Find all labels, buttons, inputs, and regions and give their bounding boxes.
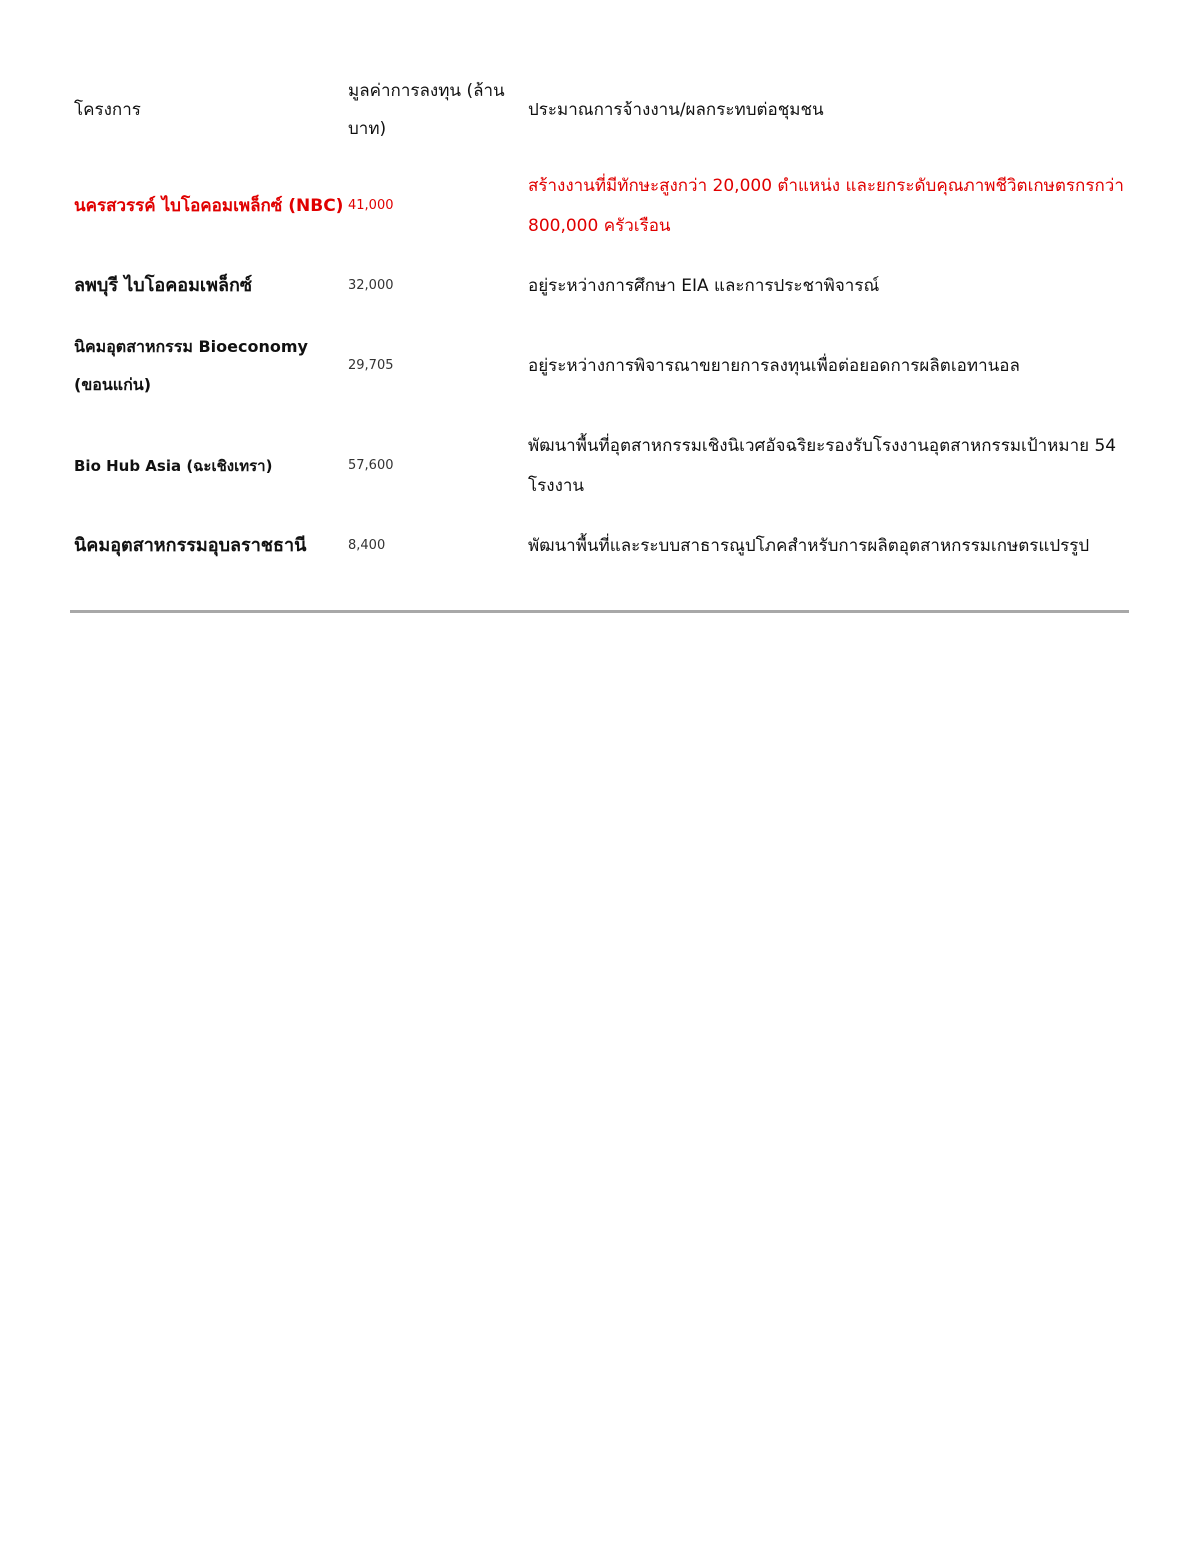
row-2-project: ลพบุรี ไบโอคอมเพล็กซ์: [74, 275, 253, 296]
header-investment: มูลค่าการลงทุน (ล้านบาท): [348, 81, 505, 139]
header-project: โครงการ: [74, 100, 141, 120]
row-2-impact: อยู่ระหว่างการศึกษา EIA และการประชาพิจารณ์: [528, 276, 880, 296]
row-4-impact: พัฒนาพื้นที่อุตสาหกรรมเชิงนิเวศอัจฉริยะรองรับโรงงานอุตสาหกรรมเป้าหมาย 54 โรงงาน: [528, 436, 1117, 496]
row-3-investment: 29,705: [348, 358, 394, 373]
row-5-project: นิคมอุตสาหกรรมอุบลราชธานี: [74, 535, 307, 556]
row-5-investment: 8,400: [348, 538, 386, 553]
row-1-investment: 41,000: [348, 198, 394, 213]
row-2-investment: 32,000: [348, 278, 394, 293]
header-impact: ประมาณการจ้างงาน/ผลกระทบต่อชุมชน: [528, 100, 824, 120]
investment-table: [74, 78, 1126, 586]
row-3-impact: อยู่ระหว่างการพิจารณาขยายการลงทุนเพื่อต่อยอดการผลิตเอทานอล: [528, 356, 1020, 376]
row-4-investment: 57,600: [348, 458, 394, 473]
table-bottom-rule: [70, 610, 1129, 613]
row-1-project: นครสวรรค์ ไบโอคอมเพล็กซ์ (NBC): [74, 196, 344, 216]
row-4-project: Bio Hub Asia (ฉะเชิงเทรา): [74, 457, 273, 475]
row-5-impact: พัฒนาพื้นที่และระบบสาธารณูปโภคสำหรับการผลิตอุตสาหกรรมเกษตรแปรรูป: [528, 536, 1090, 556]
row-1-impact: สร้างงานที่มีทักษะสูงกว่า 20,000 ตำแหน่ง และยกระดับคุณภาพชีวิตเกษตรกรกว่า 800,000 ครัวเรือน: [528, 176, 1124, 236]
row-3-project: นิคมอุตสาหกรรม Bioeconomy (ขอนแก่น): [74, 337, 308, 394]
